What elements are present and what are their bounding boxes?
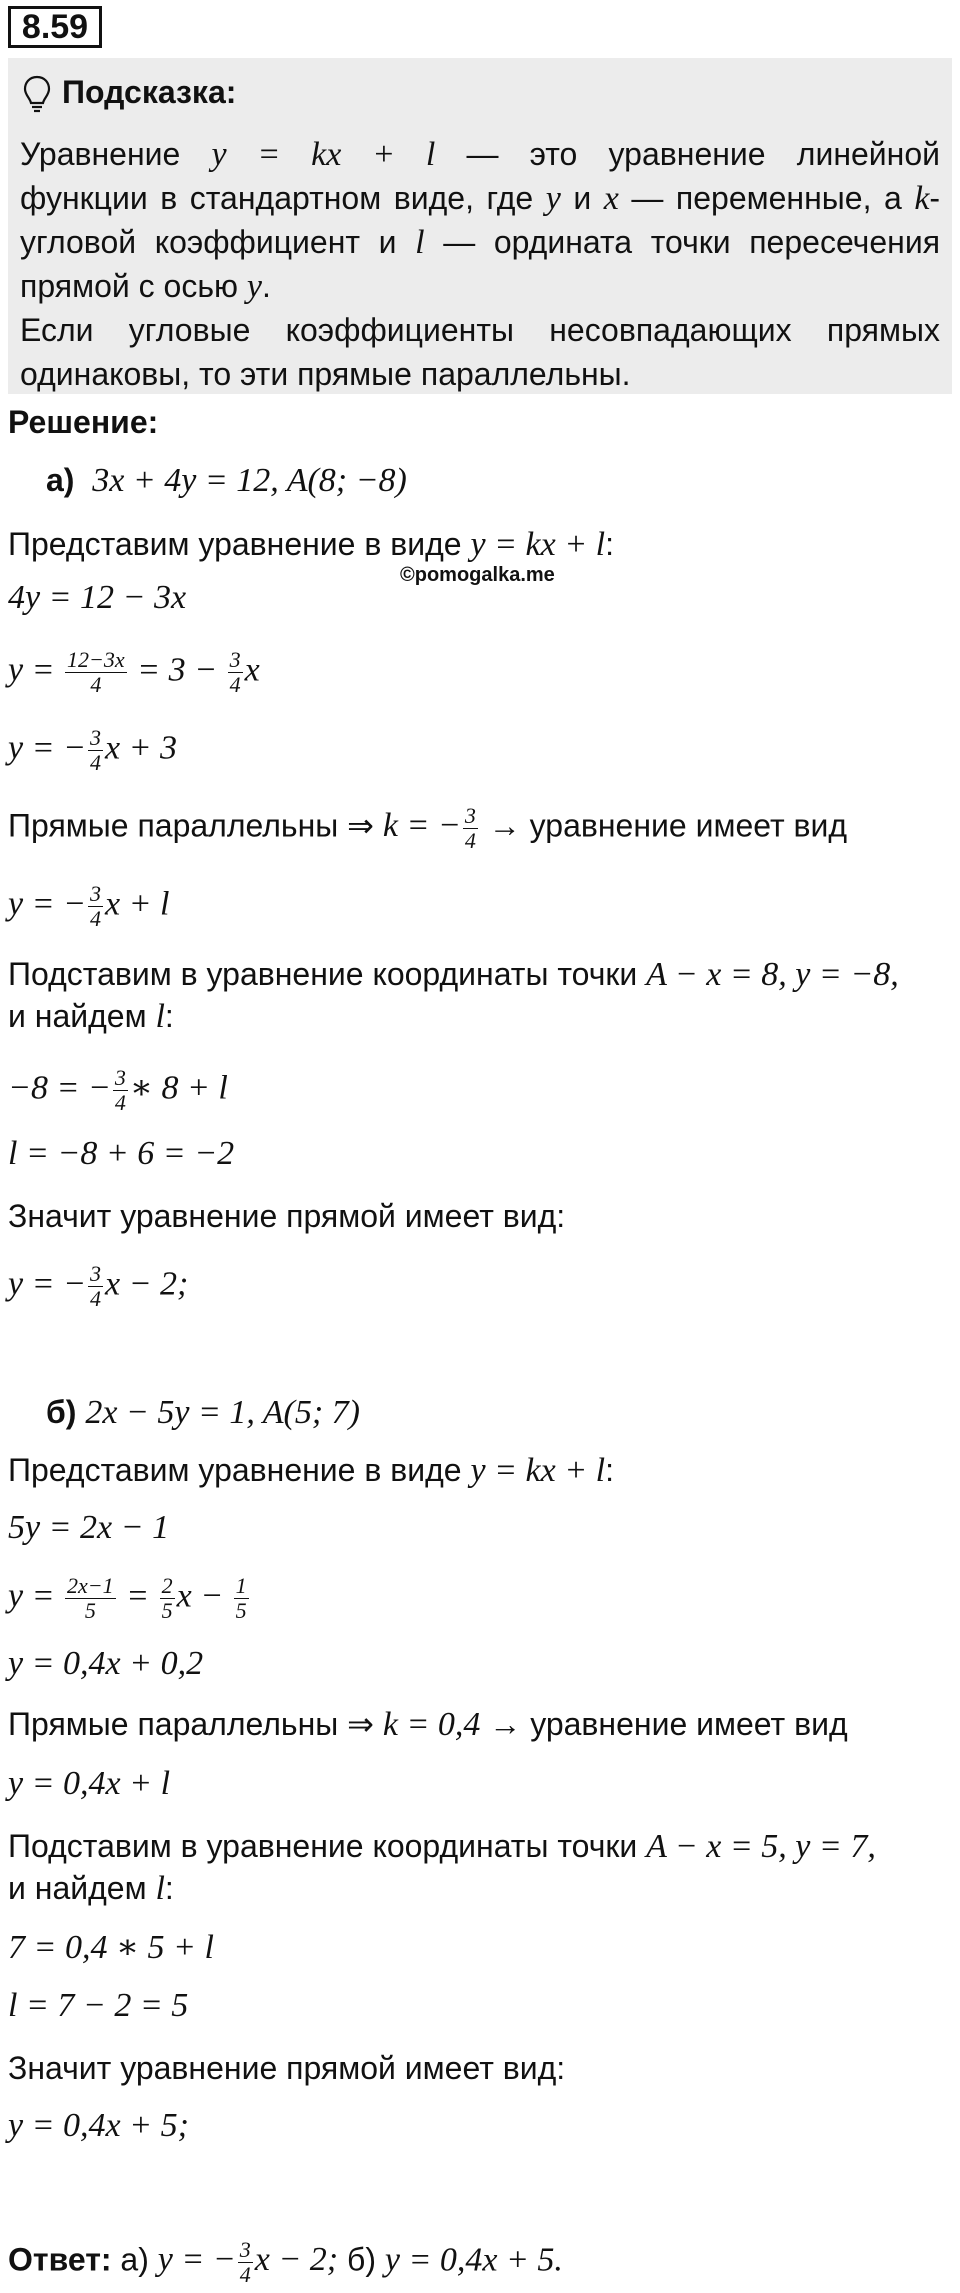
part-b-meaning: Значит уравнение прямой имеет вид: [8,2050,566,2086]
hint-line-1: Уравнение y = kx + l — это уравнение линейной [20,136,941,173]
part-a-step-2: y = $\frac{12-3x}{4}$ = 3 − $\frac{3}{4}$ x [8,647,260,697]
hint-line-6: одинаковы, то эти прямые параллельны. [20,356,631,392]
part-b-step-6: l = 7 − 2 = 5 [8,1987,189,2024]
part-a-substitute: Подставим в уравнение координаты точки A − x = 8, y = −8, [8,956,899,993]
part-b-present: Представим уравнение в виде y = kx + l: [8,1452,614,1489]
part-b-step-5: 7 = 0,4 ∗ 5 + l [8,1929,214,1966]
part-b-step-3: y = 0,4x + 0,2 [8,1645,204,1682]
part-a-step-3: y = − $\frac{3}{4}$ x + 3 [8,725,178,775]
part-b-step-4: y = 0,4x + l [8,1765,171,1802]
part-a-step-5: −8 = − $\frac{3}{4}$ ∗ 8 + l [8,1065,228,1115]
part-b-find: и найдем l: [8,1870,174,1907]
part-a-step-1: 4y = 12 − 3x [8,579,187,616]
part-a-result: y = − $\frac{3}{4}$ x − 2; [8,1261,189,1311]
hint-title: Подсказка: [62,74,237,110]
part-a-step-6: l = −8 + 6 = −2 [8,1135,235,1172]
part-b-task: б) 2x − 5y = 1, A(5; 7) [46,1394,361,1431]
part-a-task: а) 3x + 4y = 12, A(8; −8) [46,462,407,499]
answer-line: Ответ: а) y = − $\frac{3}{4}$ x − 2; б) y = 0,4x + 5. [8,2237,563,2287]
hint-line-5: Если угловые коэффициенты несовпадающих прямых [20,312,940,348]
part-a-meaning: Значит уравнение прямой имеет вид: [8,1198,566,1234]
part-a-present: Представим уравнение в виде y = kx + l: [8,526,614,563]
part-b-step-2: y = $\frac{2x-1}{5}$ = $\frac{2}{5}$ x − $\frac{1}{5}$ [8,1573,247,1623]
solution-label: Решение: [8,404,159,440]
part-b-parallel: Прямые параллельны ⇒ k = 0,4 → уравнение имеет вид [8,1706,848,1743]
hint-line-4: прямой с осью y. [20,268,271,305]
part-a-find: и найдем l: [8,998,174,1035]
lightbulb-icon [22,74,52,114]
watermark: ©pomogalka.me [400,564,555,586]
part-a-parallel: Прямые параллельны ⇒ k = − $\frac{3}{4}$ → уравнение имеет вид [8,803,848,853]
hint-line-3: угловой коэффициент и l — ордината точки пересечения [20,224,941,261]
part-b-result: y = 0,4x + 5; [8,2107,189,2144]
part-b-substitute: Подставим в уравнение координаты точки A − x = 5, y = 7, [8,1828,876,1865]
hint-line-2: функции в стандартном виде, где y и x — переменные, а k- [20,180,941,217]
part-a-step-4: y = − $\frac{3}{4}$ x + l [8,881,170,931]
problem-number: 8.59 [8,6,102,48]
part-b-step-1: 5y = 2x − 1 [8,1509,170,1546]
